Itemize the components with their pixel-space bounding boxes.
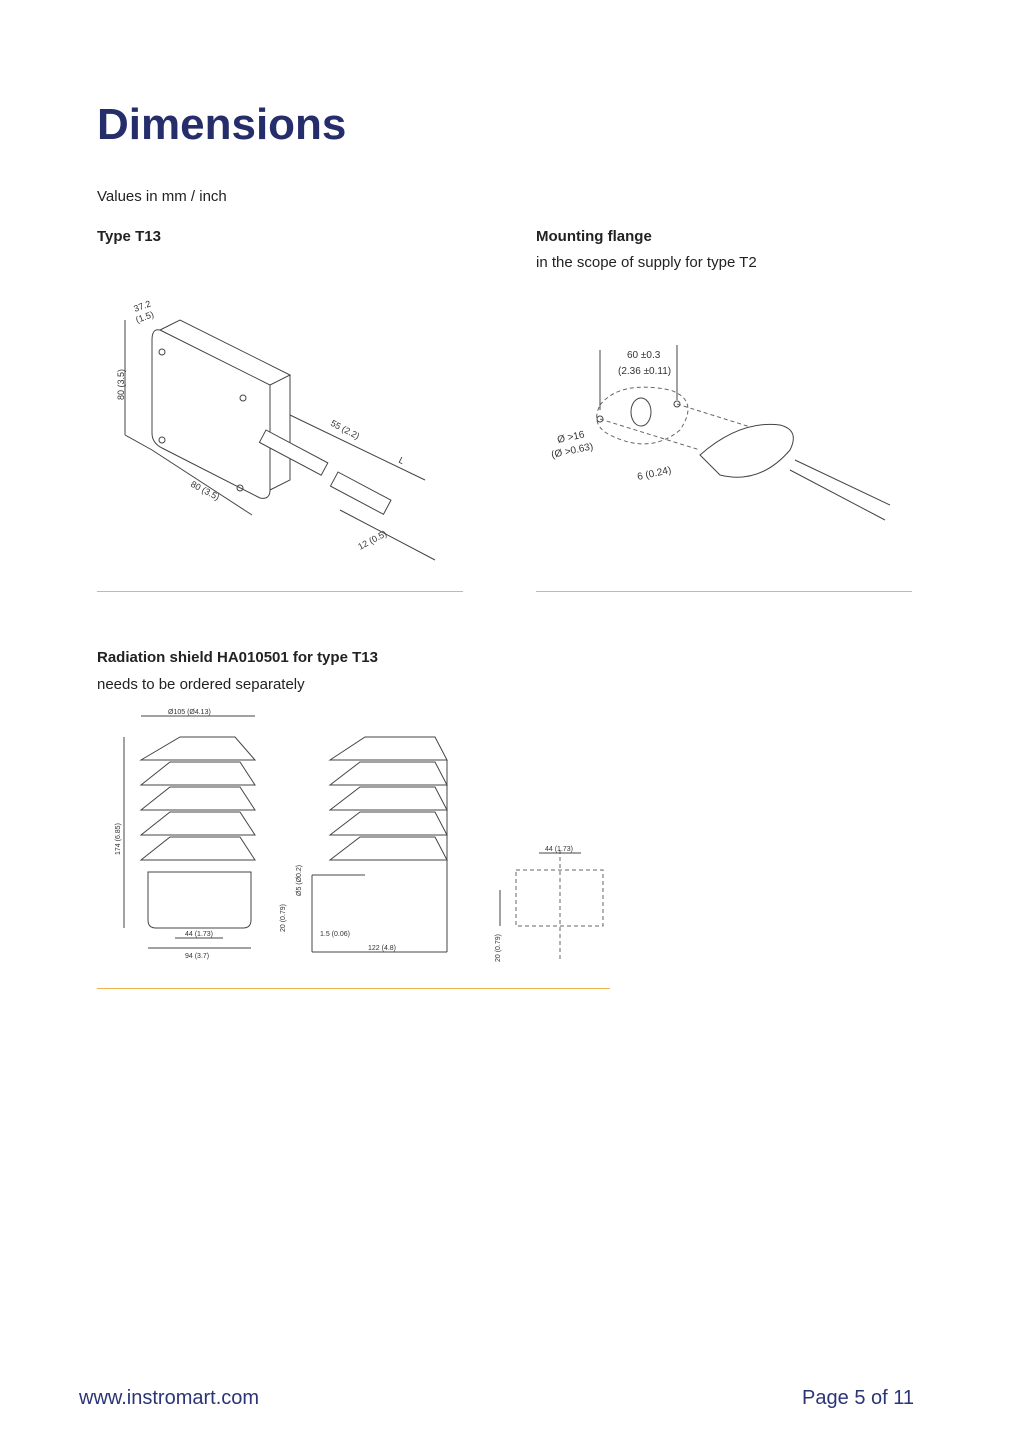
website-link[interactable]: www.instromart.com (79, 1387, 260, 1409)
type-t13-drawing (100, 290, 460, 570)
page-number: Page 5 of 11 (802, 1387, 914, 1409)
dim-depth: 37.2 (132, 298, 153, 314)
units-note: Values in mm / inch (97, 188, 227, 205)
dim-template-spacing: 44 (1.73) (545, 846, 574, 853)
dim-spacing: 60 ±0.3 (627, 350, 661, 361)
shield-subtitle: needs to be ordered separately (97, 676, 305, 693)
dim-height: 80 (3.5) (116, 368, 126, 400)
dim-height: 174 (6.85) (115, 823, 122, 855)
dim-template-offset: 20 (0.79) (495, 933, 502, 962)
dim-diameter: Ø105 (Ø4.13) (168, 709, 211, 716)
dim-thickness: 6 (0.24) (636, 465, 673, 483)
dim-length: L (397, 454, 407, 467)
page-title: Dimensions (97, 100, 347, 149)
dim-spacing-in: (2.36 ±0.11) (618, 366, 672, 377)
dim-hole-dia: Ø5 (Ø0.2) (296, 864, 303, 896)
dim-width: 80 (3.5) (189, 478, 222, 503)
dim-offset: 20 (0.79) (280, 903, 287, 932)
dim-hole-spacing: 44 (1.73) (185, 931, 214, 938)
dim-depth: 122 (4.8) (368, 945, 397, 952)
dim-hole: Ø >16 (556, 429, 586, 446)
flange-drawing (540, 330, 910, 530)
dim-diameter: 12 (0.5) (356, 528, 389, 552)
flange-heading: Mounting flange (536, 228, 652, 245)
dim-thickness: 1.5 (0.06) (320, 931, 350, 938)
dim-depth-in: (1.5) (134, 309, 156, 325)
section-divider (97, 988, 610, 989)
dim-base-width: 94 (3.7) (185, 953, 210, 960)
dim-hole-in: (Ø >0.63) (550, 441, 595, 461)
section-divider (97, 591, 463, 592)
shield-drawing (90, 700, 610, 970)
section-divider (536, 591, 912, 592)
dim-probe: 55 (2.2) (329, 417, 362, 442)
type-t13-heading: Type T13 (97, 228, 161, 245)
shield-heading: Radiation shield HA010501 for type T13 (97, 649, 378, 666)
flange-subtitle: in the scope of supply for type T2 (536, 254, 757, 271)
